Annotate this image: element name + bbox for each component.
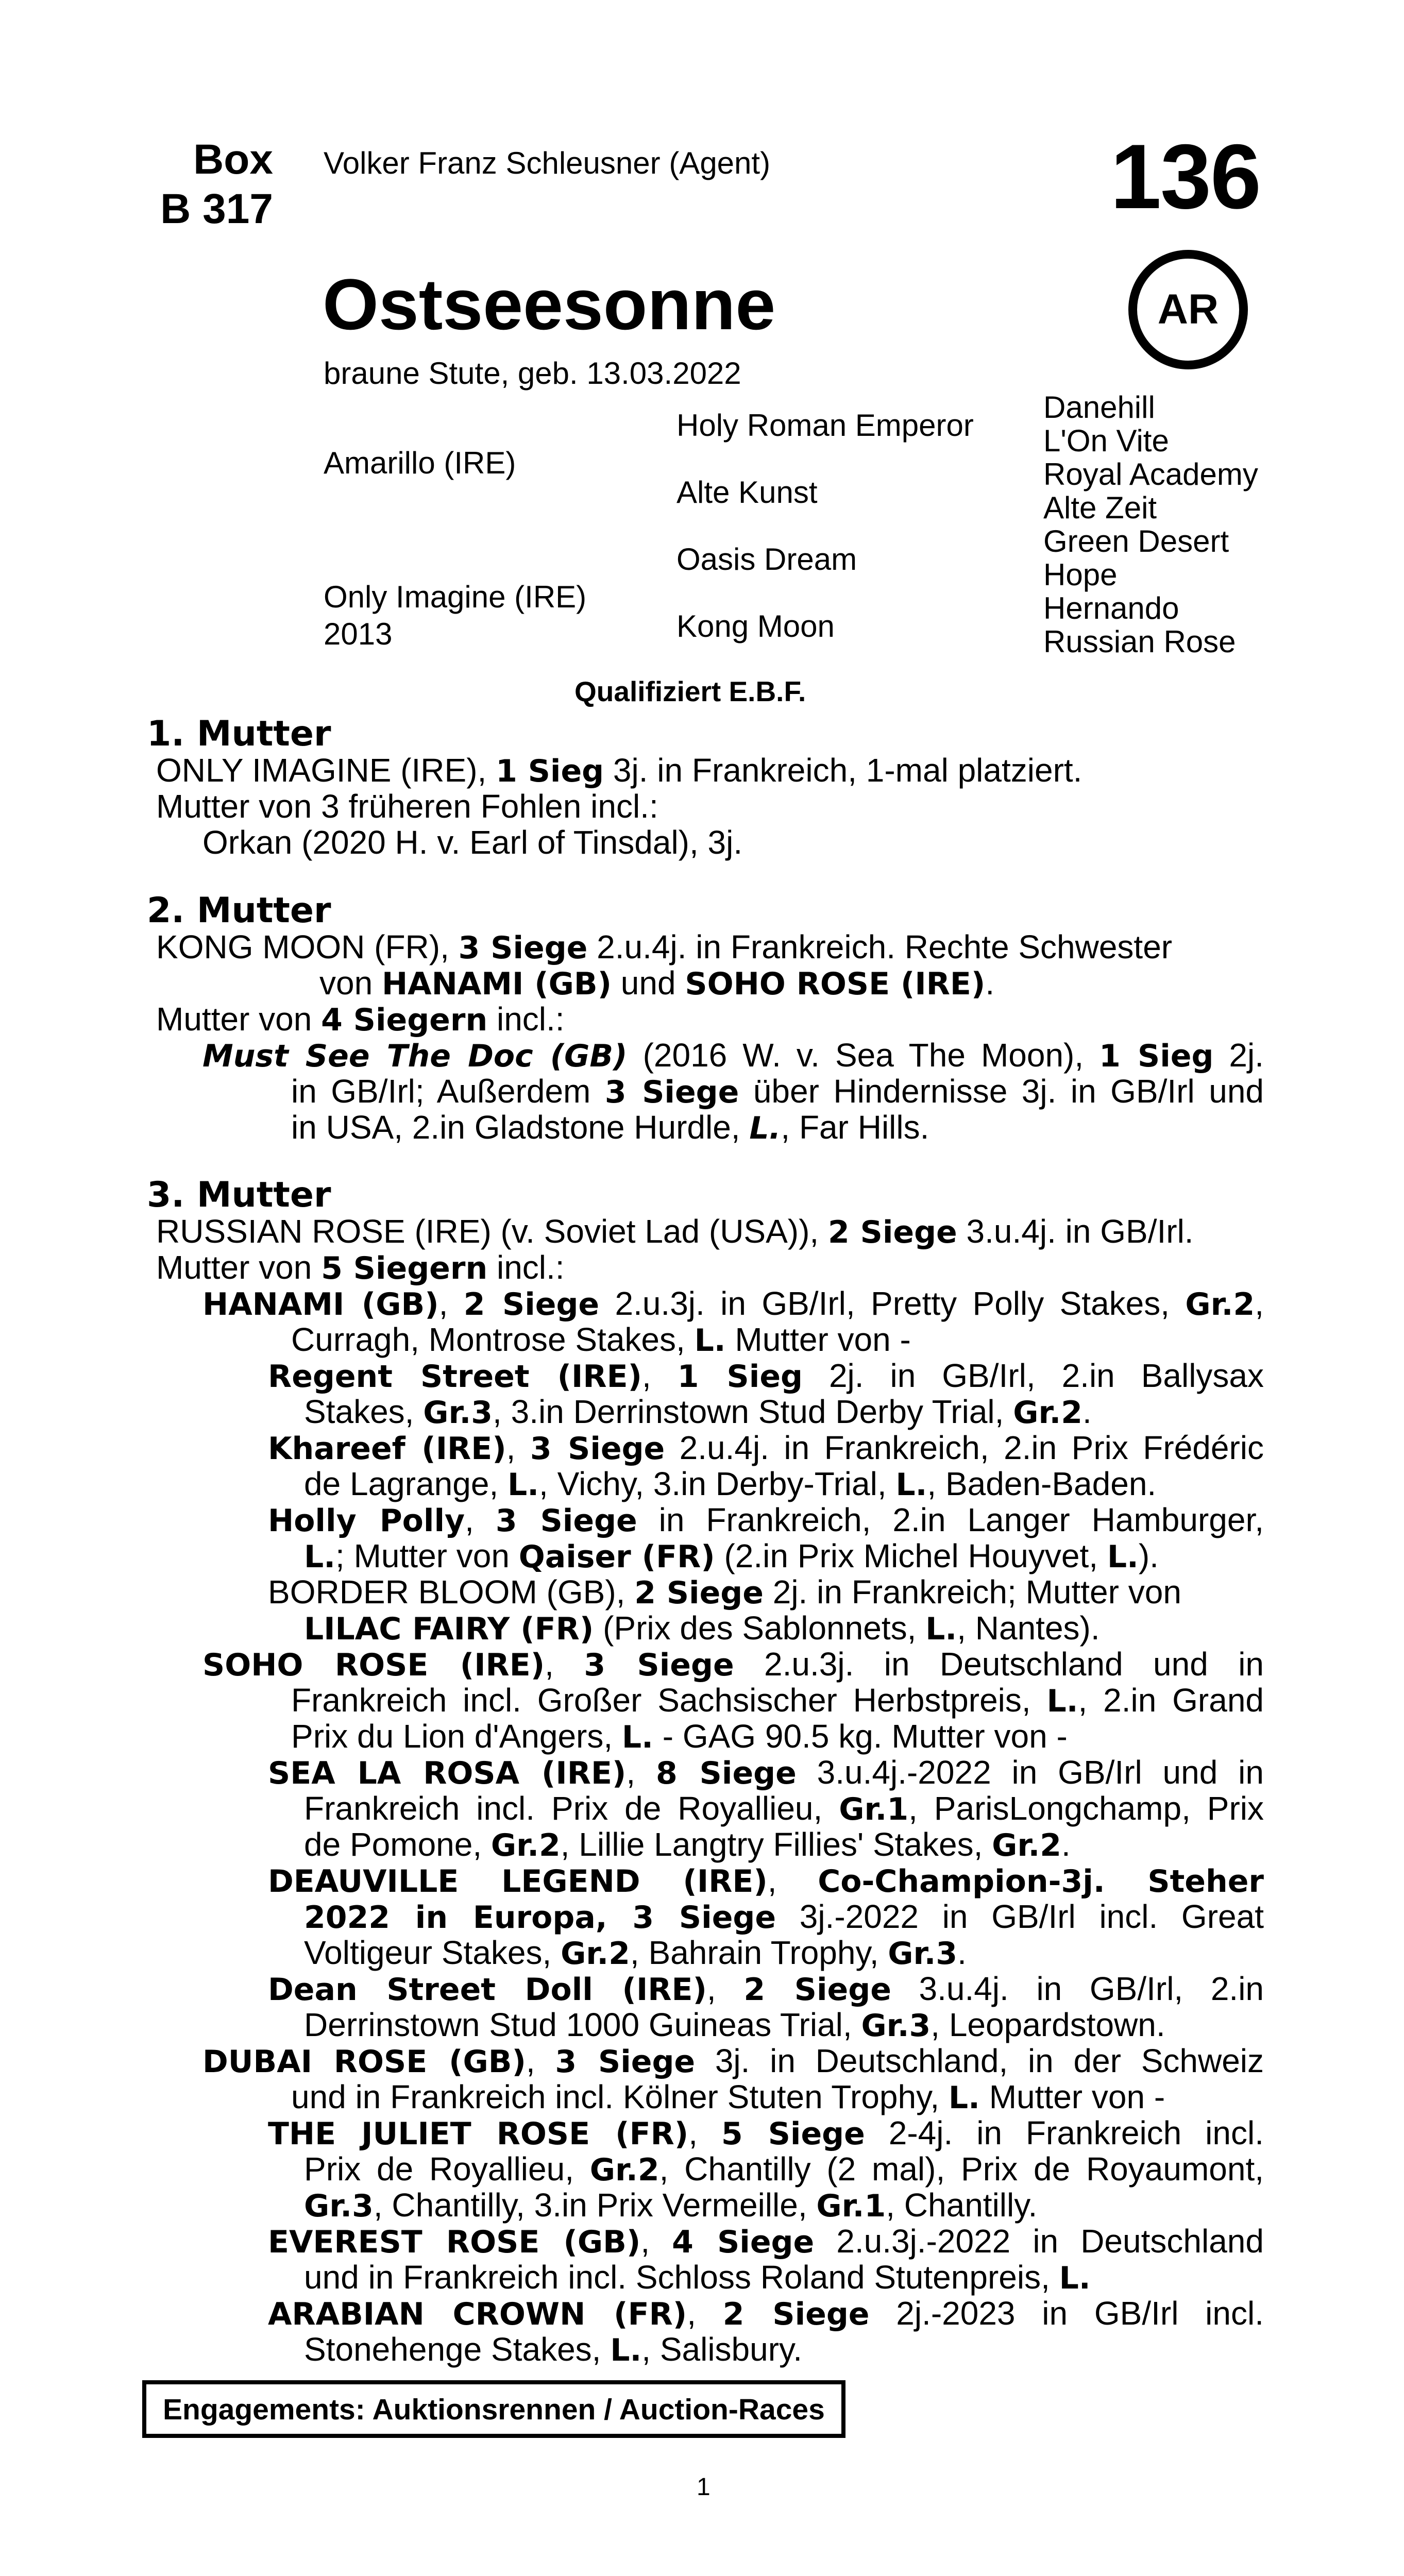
bold-text: L. xyxy=(621,1719,653,1755)
bold-text: LILAC FAIRY (FR) xyxy=(304,1611,594,1647)
text: 2.u.3j. in GB/Irl, Pretty Polly Stakes, xyxy=(599,1285,1186,1322)
text: , xyxy=(687,2295,723,2332)
bold-text: L. xyxy=(1059,2260,1091,2296)
sea-la-rosa-line-3 xyxy=(304,1826,1071,1863)
text: ONLY IMAGINE (IRE), xyxy=(156,752,496,789)
sea-la-rosa-line-2 xyxy=(304,1790,1264,1827)
soho-rose-line-3 xyxy=(291,1718,1068,1755)
text: in GB/Irl; Außerdem xyxy=(291,1073,605,1110)
pedigree-gen2-4: Kong Moon xyxy=(676,609,835,643)
text: (Prix des Sablonnets, xyxy=(594,1609,926,1647)
agent-name: Volker Franz Schleusner (Agent) xyxy=(324,146,771,180)
khareef-line-1 xyxy=(268,1430,1264,1467)
text: (2016 W. v. Sea The Moon), xyxy=(627,1037,1099,1074)
text: , 2.in Grand xyxy=(1078,1682,1264,1719)
text: 2.u.3j. in Deutschland und in xyxy=(734,1646,1264,1683)
text: , Nantes). xyxy=(957,1609,1100,1647)
pedigree-gen3-7: Hernando xyxy=(1043,591,1179,625)
bold-text: 2 Siege xyxy=(722,2296,870,2332)
bold-text: Gr.2 xyxy=(561,1936,630,1972)
mutter3-line-2 xyxy=(156,1249,565,1286)
lot-number: 136 xyxy=(1110,125,1260,228)
text: 3.u.4j.-2022 in GB/Irl und in xyxy=(796,1754,1264,1791)
pedigree-gen3-8: Russian Rose xyxy=(1043,624,1236,659)
mutter1-line-2: Mutter von 3 früheren Fohlen incl.: xyxy=(156,788,658,825)
text: 3j. in Deutschland, in der Schweiz xyxy=(695,2042,1264,2079)
page-number: 1 xyxy=(697,2473,711,2501)
bold-text: L. xyxy=(895,1467,927,1503)
text: , Chantilly, 3.in Prix Vermeille, xyxy=(373,2187,817,2224)
bold-text: THE JULIET ROSE (FR) xyxy=(268,2116,689,2152)
box-label xyxy=(124,135,273,234)
mutter2-line-6 xyxy=(291,1109,929,1146)
text: 2-4j. in Frankreich incl. xyxy=(865,2114,1264,2151)
text: . xyxy=(1082,1393,1092,1430)
text: 2j. in GB/Irl, 2.in Ballysax xyxy=(802,1357,1264,1394)
text: 2.u.3j.-2022 in Deutschland xyxy=(814,2223,1264,2260)
text: und in Frankreich incl. Kölner Stuten Trophy, xyxy=(291,2078,949,2115)
horse-name: Ostseesonne xyxy=(323,264,776,345)
text: 2.u.4j. in Frankreich, 2.in Prix Frédéric xyxy=(665,1429,1264,1466)
pedigree-gen3-2: L'On Vite xyxy=(1043,423,1169,458)
juliet-rose-line-1 xyxy=(268,2115,1264,2152)
regent-street-line-2 xyxy=(304,1394,1092,1431)
border-bloom-line-2 xyxy=(304,1610,1100,1647)
bold-text: 5 Siege xyxy=(721,2116,865,2152)
text: , Baden-Baden. xyxy=(927,1465,1157,1502)
section-heading-mutter2: 2. Mutter xyxy=(147,890,331,931)
bold-text: Dean Street Doll (IRE) xyxy=(268,1972,707,2008)
pedigree-gen3-6: Hope xyxy=(1043,557,1118,592)
everest-rose-line-2 xyxy=(304,2259,1091,2296)
bold-text: L. xyxy=(304,1539,336,1575)
text: Frankreich incl. Großer Sachsischer Herbstpreis, xyxy=(291,1682,1047,1719)
holly-polly-line-2 xyxy=(304,1538,1159,1575)
bold-text: ARABIAN CROWN (FR) xyxy=(268,2296,687,2332)
text: , xyxy=(465,1501,496,1538)
bold-text: Gr.2 xyxy=(992,1827,1061,1863)
box-line-2: B 317 xyxy=(160,185,273,232)
bold-text: L. xyxy=(508,1467,539,1503)
ar-badge xyxy=(1128,250,1248,369)
arabian-crown-line-2 xyxy=(304,2331,802,2368)
bold-text: 2 Siege xyxy=(743,1972,891,2008)
bold-text: HANAMI (GB) xyxy=(202,1286,439,1323)
pedigree-gen3-4: Alte Zeit xyxy=(1043,490,1157,525)
text: . xyxy=(1061,1826,1071,1863)
text: incl.: xyxy=(487,1001,565,1038)
text: , xyxy=(706,1970,744,2007)
text: , Vichy, 3.in Derby-Trial, xyxy=(539,1465,896,1502)
section-heading-mutter3: 3. Mutter xyxy=(147,1175,331,1215)
text: de Pomone, xyxy=(304,1826,491,1863)
pedigree-gen3-3: Royal Academy xyxy=(1043,457,1258,492)
section-heading-mutter1: 1. Mutter xyxy=(147,714,331,754)
bold-text: Gr.3 xyxy=(888,1936,958,1972)
text: , Salisbury. xyxy=(641,2331,803,2368)
text: , xyxy=(767,1862,818,1899)
qualification: Qualifiziert E.B.F. xyxy=(574,675,806,707)
pedigree-gen2-1: Holy Roman Emperor xyxy=(676,408,974,443)
text: , Lillie Langtry Fillies' Stakes, xyxy=(560,1826,992,1863)
text: Derrinstown Stud 1000 Guineas Trial, xyxy=(304,2006,861,2043)
text: , Bahrain Trophy, xyxy=(630,1934,888,1971)
bold-text: 1 Sieg xyxy=(677,1359,803,1395)
bold-text: SEA LA ROSA (IRE) xyxy=(268,1755,627,1791)
khareef-line-2 xyxy=(304,1466,1156,1503)
text: de Lagrange, xyxy=(304,1465,508,1502)
bold-text: L. xyxy=(1107,1539,1139,1575)
bold-text: SOHO ROSE (IRE) xyxy=(685,966,986,1002)
bold-text: Gr.3 xyxy=(304,2188,374,2224)
bold-text: Gr.2 xyxy=(1013,1395,1083,1431)
pedigree-gen2-2: Alte Kunst xyxy=(676,475,818,510)
bold-text: L. xyxy=(948,2080,980,2116)
text: , Far Hills. xyxy=(781,1109,929,1146)
text: . xyxy=(985,964,995,1002)
text: 3j. in Frankreich, 1-mal platziert. xyxy=(604,752,1082,789)
mutter3-line-1 xyxy=(156,1213,1194,1250)
hanami-line-1 xyxy=(202,1285,1264,1323)
text: und in Frankreich incl. Schloss Roland Stutenpreis, xyxy=(304,2259,1059,2296)
mutter2-line-5 xyxy=(291,1073,1264,1110)
dean-street-doll-line-1 xyxy=(268,1971,1264,2008)
mutter1-line-3: Orkan (2020 H. v. Earl of Tinsdal), 3j. xyxy=(202,824,743,861)
text: , xyxy=(438,1285,464,1322)
text: , Leopardstown. xyxy=(931,2006,1165,2043)
everest-rose-line-1 xyxy=(268,2223,1264,2260)
soho-rose-line-1 xyxy=(202,1646,1264,1683)
bold-text: DEAUVILLE LEGEND (IRE) xyxy=(268,1863,768,1900)
dubai-rose-line-1 xyxy=(202,2043,1264,2080)
juliet-rose-line-2 xyxy=(304,2151,1264,2188)
text: 3.u.4j. in GB/Irl, 2.in xyxy=(891,1970,1264,2007)
text: 2j. xyxy=(1213,1037,1264,1074)
bold-text: 3 Siege xyxy=(555,2044,696,2080)
text: - GAG 90.5 kg. Mutter von - xyxy=(653,1718,1068,1755)
pedigree-gen2-3: Oasis Dream xyxy=(676,542,857,577)
hanami-line-2 xyxy=(291,1321,911,1359)
text: Voltigeur Stakes, xyxy=(304,1934,561,1971)
pedigree-dam: Only Imagine (IRE) xyxy=(324,580,587,614)
pedigree-gen3-1: Danehill xyxy=(1043,390,1155,425)
text: Prix de Royallieu, xyxy=(304,2150,590,2188)
text: 3.u.4j. in GB/Irl. xyxy=(957,1213,1194,1250)
bold-text: L. xyxy=(925,1611,957,1647)
text: incl.: xyxy=(487,1249,565,1286)
bold-text: Co-Champion-3j. Steher xyxy=(818,1863,1264,1900)
bold-text: Khareef (IRE) xyxy=(268,1431,506,1467)
bold-text: 3 Siege xyxy=(458,930,588,966)
text: , xyxy=(506,1429,530,1466)
text: , xyxy=(688,2114,721,2151)
text: Frankreich incl. Prix de Royallieu, xyxy=(304,1790,839,1827)
text: Stonehenge Stakes, xyxy=(304,2331,611,2368)
bold-text: Gr.2 xyxy=(490,1827,561,1863)
text: ; Mutter von xyxy=(335,1537,519,1574)
bold-text: Regent Street (IRE) xyxy=(268,1359,642,1395)
text: BORDER BLOOM (GB), xyxy=(268,1573,635,1611)
bold-text: 3 Siege xyxy=(530,1431,665,1467)
bold-text: 4 Siegern xyxy=(321,1002,488,1038)
text: (2.in Prix Michel Houyvet, xyxy=(715,1537,1107,1574)
text: , ParisLongchamp, Prix xyxy=(908,1790,1264,1827)
pedigree-gen3-5: Green Desert xyxy=(1043,524,1229,558)
bold-text: Qaiser (FR) xyxy=(518,1539,715,1575)
text: 3j.-2022 in GB/Irl incl. Great xyxy=(776,1898,1264,1935)
bold-text: HANAMI (GB) xyxy=(381,966,612,1002)
bold-text: Gr.1 xyxy=(816,2188,886,2224)
bold-text: 2022 in Europa, 3 Siege xyxy=(304,1900,776,1936)
horse-description: braune Stute, geb. 13.03.2022 xyxy=(324,356,741,391)
deauville-legend-line-3 xyxy=(304,1935,967,1972)
text: Mutter von - xyxy=(725,1321,911,1358)
mutter2-line-3 xyxy=(156,1001,565,1038)
text: , xyxy=(526,2042,555,2079)
bold-text: 5 Siegern xyxy=(321,1250,488,1286)
bold-text: Gr.3 xyxy=(423,1395,493,1431)
bold-italic-text: Must See The Doc (GB) xyxy=(202,1038,628,1074)
bold-text: 8 Siege xyxy=(655,1755,797,1791)
text: , xyxy=(641,1357,678,1394)
text: in USA, 2.in Gladstone Hurdle, xyxy=(291,1109,750,1146)
bold-text: Gr.1 xyxy=(839,1791,909,1827)
arabian-crown-line-1 xyxy=(268,2295,1264,2332)
text: , 3.in Derrinstown Stud Derby Trial, xyxy=(493,1393,1013,1430)
mutter2-line-1 xyxy=(156,929,1172,966)
deauville-legend-line-2 xyxy=(304,1899,1264,1936)
mutter2-line-2 xyxy=(319,965,994,1002)
text: Stakes, xyxy=(304,1393,424,1430)
mutter1-line-1 xyxy=(156,752,1082,789)
text: ). xyxy=(1138,1537,1159,1574)
ar-badge-label: AR xyxy=(1157,286,1219,333)
pedigree-dam-year: 2013 xyxy=(324,617,393,651)
bold-text: L. xyxy=(1046,1683,1078,1719)
text: , xyxy=(1255,1285,1264,1322)
bold-text: 3 Siege xyxy=(604,1074,739,1110)
bold-text: EVEREST ROSE (GB) xyxy=(268,2224,641,2260)
engagements-box: Engagements: Auktionsrennen / Auction-Races xyxy=(142,2380,845,2438)
text: 2j. in Frankreich; Mutter von xyxy=(763,1573,1181,1611)
bold-text: 1 Sieg xyxy=(1099,1038,1214,1074)
text: , Chantilly. xyxy=(886,2187,1038,2224)
sea-la-rosa-line-1 xyxy=(268,1754,1264,1791)
bold-text: 2 Siege xyxy=(634,1575,764,1611)
bold-text: 3 Siege xyxy=(584,1647,734,1683)
text: Prix du Lion d'Angers, xyxy=(291,1718,622,1755)
text: KONG MOON (FR), xyxy=(156,928,459,965)
box-line-1: Box xyxy=(193,136,273,183)
pedigree-sire: Amarillo (IRE) xyxy=(324,446,516,480)
text: 2.u.4j. in Frankreich. Rechte Schwester xyxy=(587,928,1173,965)
border-bloom-line-1 xyxy=(268,1574,1181,1611)
bold-text: L. xyxy=(610,2332,642,2368)
bold-text: Gr.3 xyxy=(861,2008,931,2044)
bold-text: SOHO ROSE (IRE) xyxy=(202,1647,545,1683)
text: , xyxy=(626,1754,656,1791)
dean-street-doll-line-2 xyxy=(304,2007,1165,2044)
text: Mutter von xyxy=(156,1249,322,1286)
text: Mutter von - xyxy=(979,2078,1165,2115)
holly-polly-line-1 xyxy=(268,1502,1264,1539)
bold-text: 2 Siege xyxy=(827,1214,957,1250)
deauville-legend-line-1 xyxy=(268,1862,1264,1900)
bold-text: 2 Siege xyxy=(463,1286,600,1323)
bold-text: L. xyxy=(694,1323,726,1359)
text: , xyxy=(640,2223,672,2260)
text: , xyxy=(545,1646,584,1683)
dubai-rose-line-2 xyxy=(291,2079,1165,2116)
text: Curragh, Montrose Stakes, xyxy=(291,1321,695,1358)
text: und xyxy=(612,964,685,1002)
text: 2j.-2023 in GB/Irl incl. xyxy=(869,2295,1264,2332)
bold-text: 1 Sieg xyxy=(496,753,604,789)
bold-text: 4 Siege xyxy=(672,2224,815,2260)
bold-italic-text: L. xyxy=(749,1110,781,1146)
text: von xyxy=(319,964,382,1002)
text: über Hindernisse 3j. in GB/Irl und xyxy=(739,1073,1264,1110)
text: . xyxy=(957,1934,967,1971)
text: in Frankreich, 2.in Langer Hamburger, xyxy=(637,1501,1264,1538)
text: , Chantilly (2 mal), Prix de Royaumont, xyxy=(659,2150,1264,2188)
bold-text: Gr.2 xyxy=(1185,1286,1255,1323)
bold-text: DUBAI ROSE (GB) xyxy=(202,2044,526,2080)
mutter2-line-4 xyxy=(202,1037,1264,1074)
text: RUSSIAN ROSE (IRE) (v. Soviet Lad (USA)), xyxy=(156,1213,828,1250)
regent-street-line-1 xyxy=(268,1358,1264,1395)
soho-rose-line-2 xyxy=(291,1682,1264,1719)
bold-text: Gr.2 xyxy=(589,2152,659,2188)
bold-text: 3 Siege xyxy=(495,1503,637,1539)
text: Mutter von xyxy=(156,1001,322,1038)
juliet-rose-line-3 xyxy=(304,2187,1037,2224)
bold-text: Holly Polly xyxy=(268,1503,465,1539)
